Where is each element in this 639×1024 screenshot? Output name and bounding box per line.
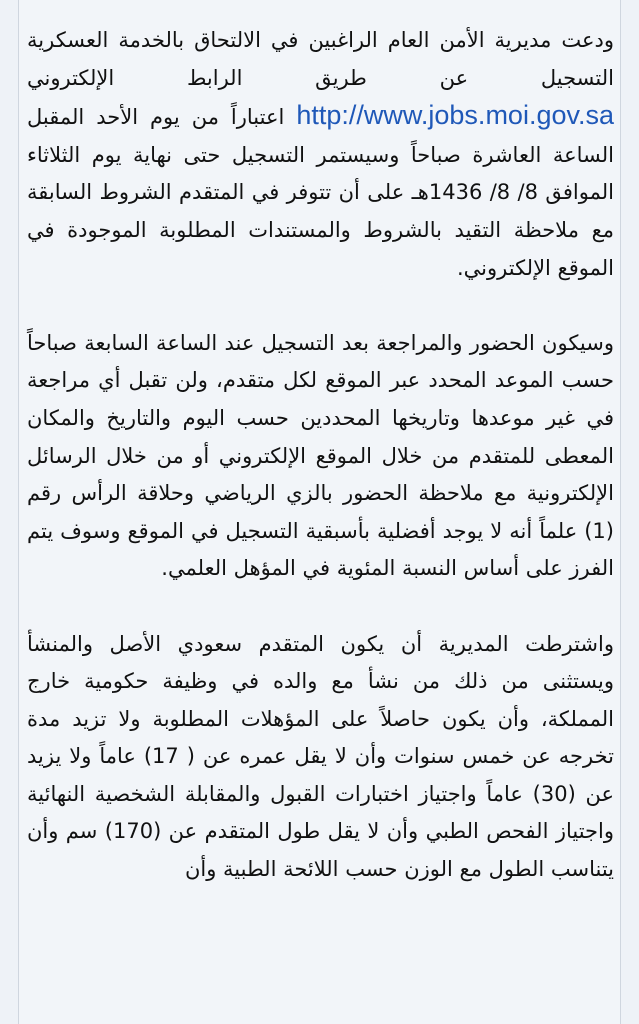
article-body [27, 22, 614, 926]
paragraph-text: ودعت مديرية الأمن العام الراغبين في الالتحاق بالخدمة العسكرية التسجيل عن طريق الرابط الإلكتروني [27, 28, 614, 90]
registration-link[interactable]: http://www.jobs.moi.gov.sa [296, 100, 614, 131]
paragraph-attendance: وسيكون الحضور والمراجعة بعد التسجيل عند الساعة السابعة صباحاً حسب الموعد المحدد عبر الموقع لكل متقدم، ولن تقبل أي مراجعة في غير موعدها وتاريخها المحددين حسب اليوم والتاريخ والمكان المعطى للمتقدم من خلال الموقع الإلكتروني أو من خلال الرسائل الإلكترونية مع ملاحظة الحضور بالزي الرياضي وحلاقة الرأس رقم (1) علماً أنه لا يوجد أفضلية بأسبقية التسجيل في الموقع وسوف يتم الفرز على أساس النسبة المئوية في المؤهل العلمي. [27, 330, 614, 581]
paragraph-conditions: واشترطت المديرية أن يكون المتقدم سعودي الأصل والمنشأ ويستثنى من ذلك من نشأ مع والده في وظيفة حكومية خارج المملكة، وأن يكون حاصلاً على المؤهلات المطلوبة ولا تزيد مدة تخرجه عن خمس سنوات وأن لا يقل عمره عن ( 17) عاماً ولا يزيد عن (30) عاماً واجتياز اختبارات القبول والمقابلة الشخصية النهائية واجتياز الفحص الطبي وأن لا يقل طول المتقدم عن (170) سم وأن يتناسب الطول مع الوزن حسب اللائحة الطبية وأن [27, 631, 614, 882]
article-page [18, 0, 621, 1024]
paragraph-registration [27, 22, 614, 287]
paragraph-text: اعتباراً من يوم الأحد المقبل الساعة العاشرة صباحاً وسيستمر التسجيل حتى نهاية يوم الثلاثاء الموافق 8/ 8/ 1436هـ على أن تتوفر في المتقدم الشروط السابقة مع ملاحظة التقيد بالشروط والمستندات المطلوبة الموجودة في الموقع الإلكتروني. [27, 105, 614, 280]
